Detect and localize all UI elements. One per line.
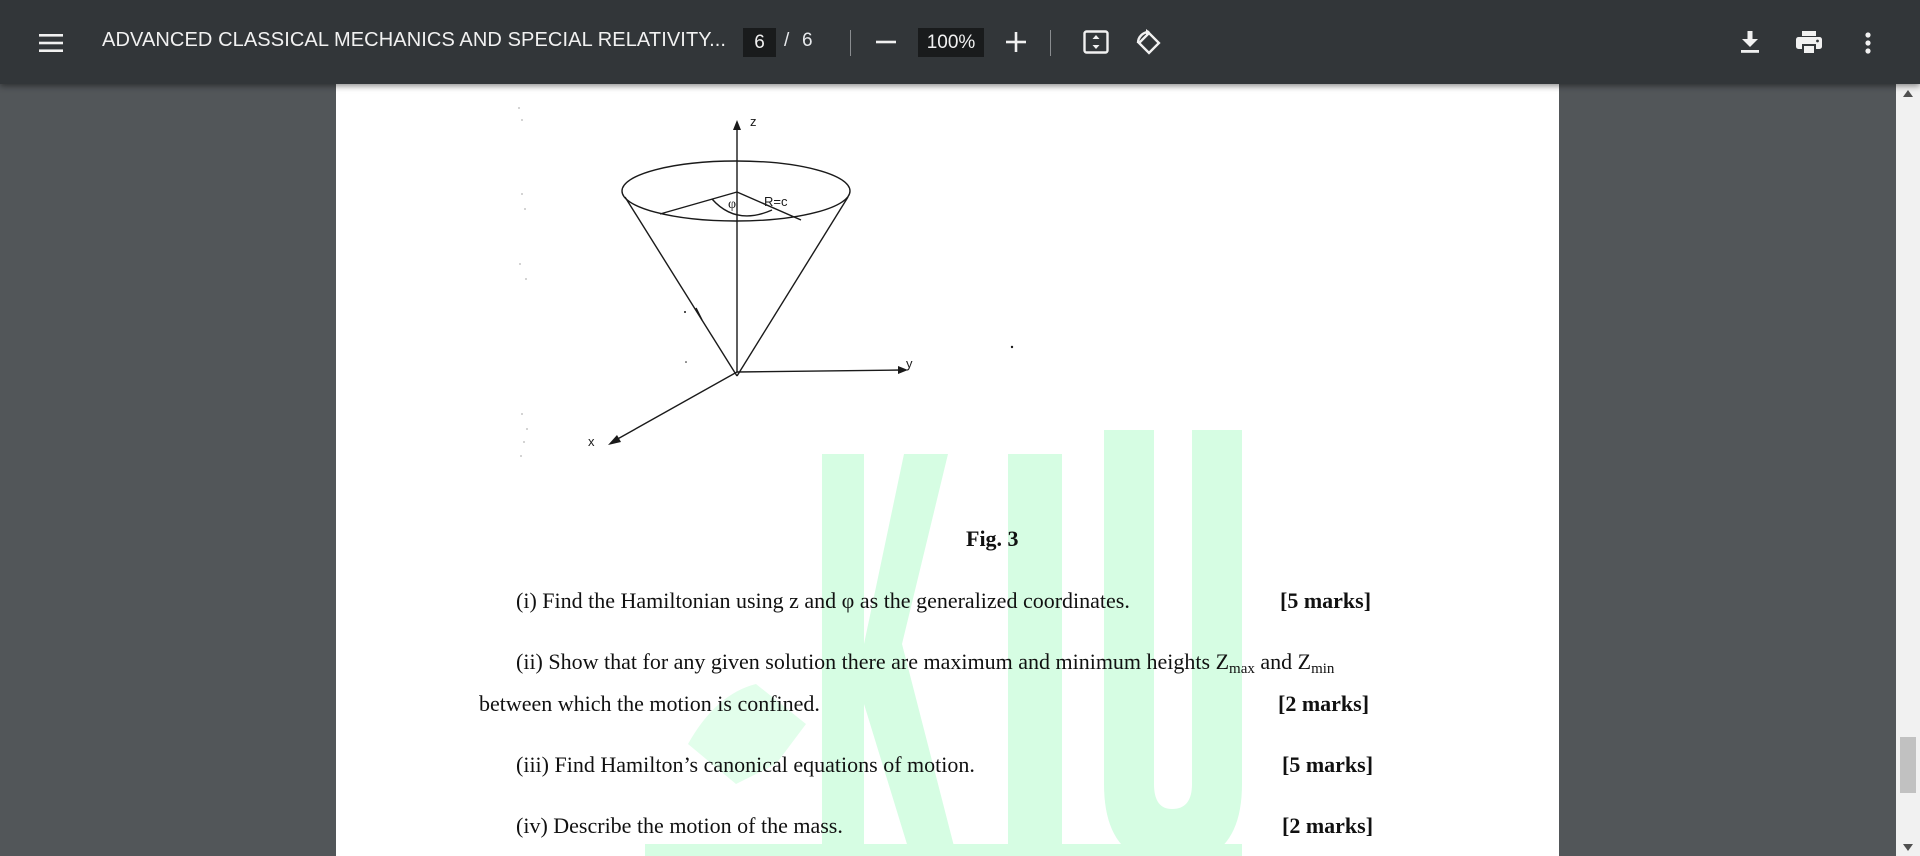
scrollbar-thumb[interactable] [1900, 737, 1916, 793]
pdf-toolbar [0, 0, 1920, 84]
z-arrow [733, 120, 741, 130]
arrow-up-icon [1903, 90, 1913, 97]
question-ii-text-a: (ii) Show that for any given solution there are maximum and minimum heights Z [516, 649, 1230, 674]
zoom-out-button[interactable] [866, 22, 906, 62]
y-axis [737, 370, 902, 372]
question-iii-marks: [5 marks] [1282, 752, 1374, 777]
x-arrow [608, 435, 621, 445]
angle-label: φ [728, 197, 737, 212]
subscript-min: min [1311, 661, 1335, 677]
menu-button[interactable] [30, 22, 72, 64]
question-i-text: (i) Find the Hamiltonian using z and φ as the generalized coordinates. [516, 588, 1130, 613]
question-ii-text-b: between which the motion is confined. [479, 691, 820, 716]
axis-label-z: z [750, 114, 757, 129]
question-ii-text [516, 649, 1334, 678]
more-options-button[interactable] [1850, 22, 1886, 64]
print-button[interactable] [1788, 22, 1830, 64]
question-iii-text: (iii) Find Hamilton’s canonical equations of motion. [516, 752, 975, 777]
fit-to-page-icon [1083, 30, 1109, 54]
zoom-in-button[interactable] [996, 22, 1036, 62]
scroll-up-button[interactable] [1896, 84, 1920, 102]
question-iv-text: (iv) Describe the motion of the mass. [516, 813, 843, 838]
x-axis [614, 372, 737, 441]
hamburger-menu-icon [39, 33, 63, 53]
axis-label-x: x [588, 434, 595, 449]
toolbar-divider [850, 30, 851, 56]
fit-to-page-button[interactable] [1076, 22, 1116, 62]
cone-rim [622, 161, 850, 221]
question-i-marks: [5 marks] [1280, 588, 1372, 613]
cone-diagram [336, 84, 1559, 544]
minus-icon [876, 40, 896, 44]
document-title: ADVANCED CLASSICAL MECHANICS AND SPECIAL RELATIVITY... [102, 29, 727, 51]
more-vert-icon [1865, 32, 1871, 54]
download-icon [1740, 31, 1760, 53]
page-total: 6 [802, 30, 813, 51]
page-separator: / [784, 30, 790, 51]
radius-label: R=c [764, 194, 788, 209]
axis-label-y: y [906, 356, 913, 371]
print-icon [1796, 31, 1822, 55]
question-ii-marks: [2 marks] [1278, 691, 1370, 716]
question-iv-marks: [2 marks] [1282, 813, 1374, 838]
zoom-level-input[interactable]: 100% [918, 28, 984, 57]
plus-icon [1006, 32, 1026, 52]
download-button[interactable] [1730, 22, 1770, 62]
page-number-input[interactable]: 6 [743, 28, 776, 57]
scroll-down-button[interactable] [1896, 838, 1920, 856]
vertical-scrollbar[interactable] [1896, 84, 1920, 856]
pdf-page [336, 84, 1559, 856]
figure-caption: Fig. 3 [966, 526, 1019, 551]
rotate-icon [1135, 29, 1163, 57]
question-ii-and: and Z [1254, 649, 1312, 674]
rotate-button[interactable] [1128, 22, 1170, 64]
toolbar-divider [1050, 30, 1051, 56]
subscript-max: max [1229, 661, 1255, 677]
arrow-down-icon [1903, 844, 1913, 851]
